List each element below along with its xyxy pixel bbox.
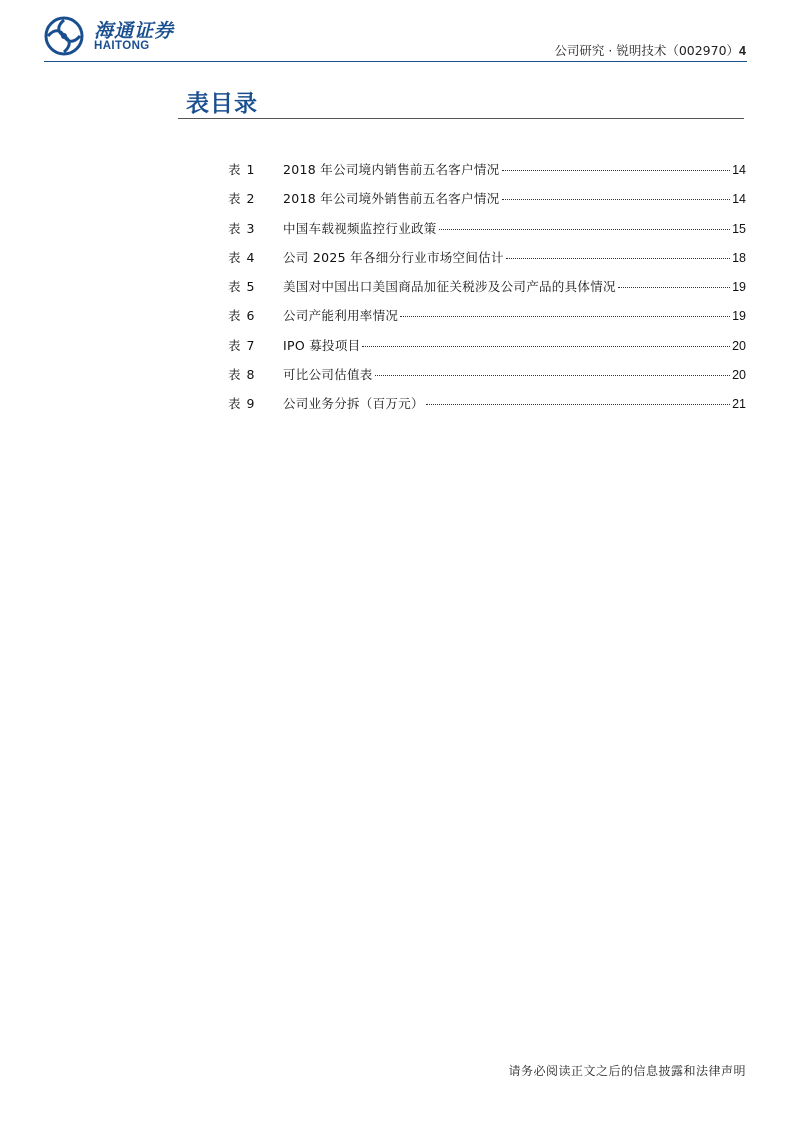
- toc-item-page: 20: [732, 368, 746, 383]
- toc-item[interactable]: [228, 337, 746, 366]
- toc-item-number: 表 8: [228, 367, 256, 383]
- toc-item-page: 14: [732, 163, 746, 177]
- toc-dot-leader: [618, 287, 730, 288]
- footer-disclaimer: 请务必阅读正文之后的信息披露和法律声明: [508, 1064, 746, 1078]
- toc-item-number: 表 3: [228, 220, 256, 236]
- toc-item-number: 表 6: [228, 308, 256, 324]
- toc-item-label: 公司产能利用率情况: [283, 308, 399, 324]
- toc-dot-leader: [439, 229, 730, 230]
- toc-item-number: 表 1: [228, 162, 256, 177]
- toc-item-label: 公司业务分拆（百万元）: [283, 396, 424, 412]
- toc-title: 表目录: [186, 90, 258, 117]
- toc-title-divider: [178, 118, 744, 119]
- toc-item[interactable]: [228, 366, 746, 395]
- toc-item-number: 表 2: [228, 191, 256, 207]
- toc-dot-leader: [375, 375, 730, 376]
- toc-item-label: 2018 年公司境内销售前五名客户情况: [283, 162, 500, 177]
- toc-item-number: 表 5: [228, 279, 256, 295]
- toc-item-number: 表 4: [228, 249, 256, 265]
- toc-dot-leader: [502, 170, 731, 171]
- toc-item-page: 19: [732, 280, 746, 295]
- header-divider: [44, 61, 747, 62]
- toc-item-page: 18: [732, 250, 746, 265]
- toc-dot-leader: [502, 199, 731, 200]
- toc-item-page: 15: [732, 221, 746, 236]
- toc-item-page: 14: [732, 192, 746, 207]
- toc-item[interactable]: [228, 395, 746, 424]
- toc-item[interactable]: [228, 278, 746, 307]
- toc-item-label: 可比公司估值表: [283, 367, 373, 383]
- toc-item-number: 表 9: [228, 396, 256, 412]
- table-of-tables: [228, 161, 746, 425]
- toc-item[interactable]: [228, 307, 746, 336]
- haitong-logo: [44, 14, 194, 60]
- toc-item-label: 2018 年公司境外销售前五名客户情况: [283, 191, 500, 207]
- logo-name-en: HAITONG: [94, 40, 150, 52]
- toc-dot-leader: [362, 346, 730, 347]
- toc-item[interactable]: [228, 190, 746, 219]
- toc-item[interactable]: [228, 220, 746, 249]
- toc-item-number: 表 7: [228, 337, 256, 353]
- header-page-number: 4: [739, 44, 746, 58]
- toc-dot-leader: [400, 316, 730, 317]
- toc-item-label: 中国车载视频监控行业政策: [283, 220, 437, 236]
- header-report-title: 公司研究 · 锐明技术（002970）: [554, 43, 740, 58]
- toc-item[interactable]: [228, 161, 746, 190]
- toc-item[interactable]: [228, 249, 746, 278]
- page-header: [554, 41, 746, 59]
- toc-item-page: 20: [732, 338, 746, 353]
- toc-item-page: 19: [732, 309, 746, 324]
- logo-name-cn: 海通证券: [94, 20, 175, 42]
- toc-item-label: 公司 2025 年各细分行业市场空间估计: [283, 249, 504, 265]
- toc-dot-leader: [506, 258, 730, 259]
- toc-item-page: 21: [732, 397, 746, 412]
- toc-dot-leader: [426, 404, 730, 405]
- toc-item-label: 美国对中国出口美国商品加征关税涉及公司产品的具体情况: [283, 279, 616, 295]
- toc-item-label: IPO 募投项目: [283, 337, 361, 353]
- haitong-logo-icon: [44, 16, 84, 56]
